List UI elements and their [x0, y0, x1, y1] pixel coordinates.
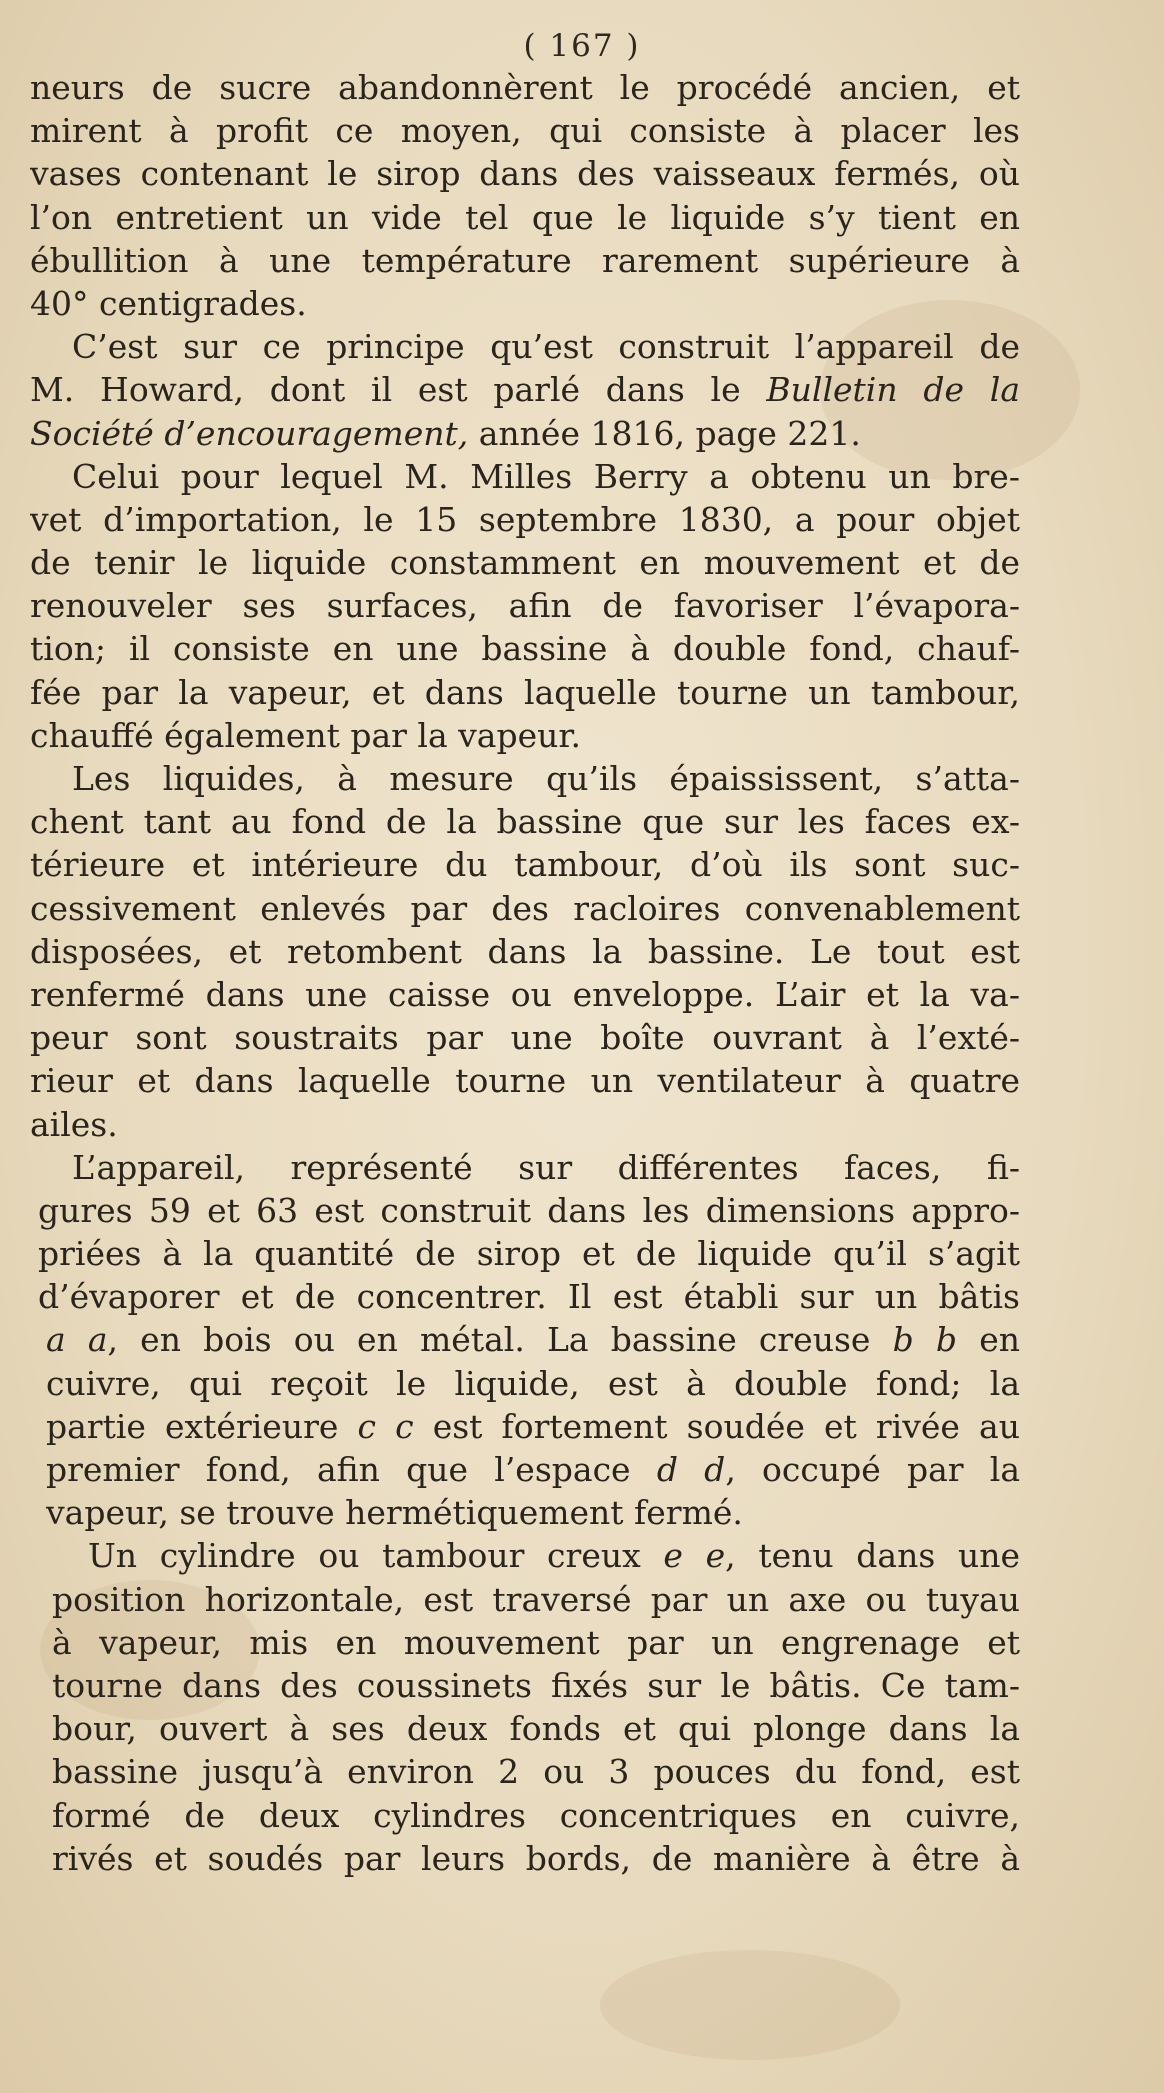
text-run: , en bois ou en métal. La bassine creuse: [107, 1320, 871, 1360]
paragraph-start: Les liquides, à mesure qu’ils épaississent, s’atta-: [72, 759, 1020, 798]
paragraph-start: Celui pour lequel M. Milles Berry a obtenu un bre-: [72, 456, 1020, 496]
text-line: vases contenant le sirop dans des vaisseaux fermés, où: [30, 154, 1020, 194]
text-line: ailes.: [30, 1104, 118, 1144]
text-line: chauffé également par la vapeur.: [30, 715, 582, 755]
figure-letter: c c: [357, 1406, 414, 1446]
paragraph-start: [30, 1534, 1020, 1577]
paper-stain: [600, 1950, 900, 2060]
text-line: l’on entretient un vide tel que le liquide s’y tient en: [30, 197, 1020, 237]
figure-letter: d d: [656, 1450, 726, 1489]
text-line: [30, 412, 1020, 455]
text-run: M. Howard, dont il est parlé dans le: [30, 370, 741, 410]
text-run: partie extérieure: [46, 1406, 339, 1446]
text-line: rieur et dans laquelle tourne un ventilateur à quatre: [30, 1061, 1020, 1101]
text-line: renouveler ses surfaces, afin de favoriser l’évapora-: [30, 586, 1020, 626]
text-line: vapeur, se trouve hermétiquement fermé.: [46, 1493, 743, 1533]
text-line: formé de deux cylindres concentriques en cuivre,: [52, 1795, 1020, 1835]
text-line: rivés et soudés par leurs bords, de manière à être à: [52, 1838, 1020, 1878]
text-line: [30, 1318, 1020, 1361]
text-run: en: [979, 1320, 1020, 1360]
text-line: renfermé dans une caisse ou enveloppe. L’air et la va-: [30, 974, 1020, 1014]
figure-letter: b b: [892, 1320, 958, 1360]
paragraph-start: L’appareil, représenté sur différentes faces, fi-: [72, 1147, 1020, 1187]
text-line: fée par la vapeur, et dans laquelle tourne un tambour,: [30, 672, 1020, 712]
text-run: premier fond, afin que l’espace: [46, 1450, 631, 1489]
text-line: bour, ouvert à ses deux fonds et qui plonge dans la: [52, 1709, 1020, 1749]
text-run: année 1816, page 221.: [478, 413, 861, 453]
text-line: disposées, et retombent dans la bassine. Le tout est: [30, 931, 1020, 971]
text-line: d’évaporer et de concentrer. Il est établi sur un bâtis: [38, 1277, 1020, 1317]
text-run: , occupé par la: [725, 1450, 1020, 1489]
text-run: est fortement soudée et rivée au: [432, 1406, 1020, 1446]
text-line: neurs de sucre abandonnèrent le procédé ancien, et: [30, 68, 1020, 107]
text-line: priées à la quantité de sirop et de liquide qu’il s’agit: [38, 1234, 1020, 1274]
text-line: mirent à profit ce moyen, qui consiste à placer les: [30, 111, 1020, 151]
text-line: tion; il consiste en une bassine à double fond, chauf-: [30, 629, 1020, 669]
body-text: [30, 66, 1020, 1880]
text-line: [30, 1448, 1020, 1491]
text-line: position horizontale, est traversé par un axe ou tuyau: [52, 1579, 1020, 1619]
text-line: 40° centigrades.: [30, 283, 307, 323]
text-line: [30, 368, 1020, 411]
figure-letter: e e: [663, 1536, 726, 1576]
text-run: Un cylindre ou tambour creux: [88, 1536, 641, 1576]
page-number: ( 167 ): [523, 28, 641, 64]
text-line: ébullition à une température rarement supérieure à: [30, 240, 1020, 280]
publication-title: Société d’encouragement,: [30, 413, 469, 453]
text-line: à vapeur, mis en mouvement par un engrenage et: [52, 1622, 1020, 1662]
text-line: bassine jusqu’à environ 2 ou 3 pouces du fond, est: [52, 1752, 1020, 1792]
text-line: chent tant au fond de la bassine que sur les faces ex-: [30, 802, 1020, 842]
text-line: [30, 1405, 1020, 1448]
text-line: de tenir le liquide constamment en mouvement et de: [30, 543, 1020, 583]
text-line: peur sont soustraits par une boîte ouvrant à l’exté-: [30, 1018, 1020, 1058]
figure-letter: a a: [46, 1320, 108, 1360]
publication-title: Bulletin de la: [766, 370, 1020, 410]
text-line: vet d’importation, le 15 septembre 1830, a pour objet: [30, 499, 1020, 539]
paragraph-start: C’est sur ce principe qu’est construit l’appareil de: [72, 327, 1020, 367]
text-line: cuivre, qui reçoit le liquide, est à double fond; la: [46, 1363, 1020, 1403]
text-line: tourne dans des coussinets fixés sur le bâtis. Ce tam-: [52, 1665, 1020, 1705]
text-line: cessivement enlevés par des racloires convenablement: [30, 888, 1020, 928]
text-run: , tenu dans une: [725, 1536, 1020, 1576]
text-line: térieure et intérieure du tambour, d’où ils sont suc-: [30, 845, 1020, 885]
text-line: gures 59 et 63 est construit dans les dimensions appro-: [38, 1190, 1020, 1230]
